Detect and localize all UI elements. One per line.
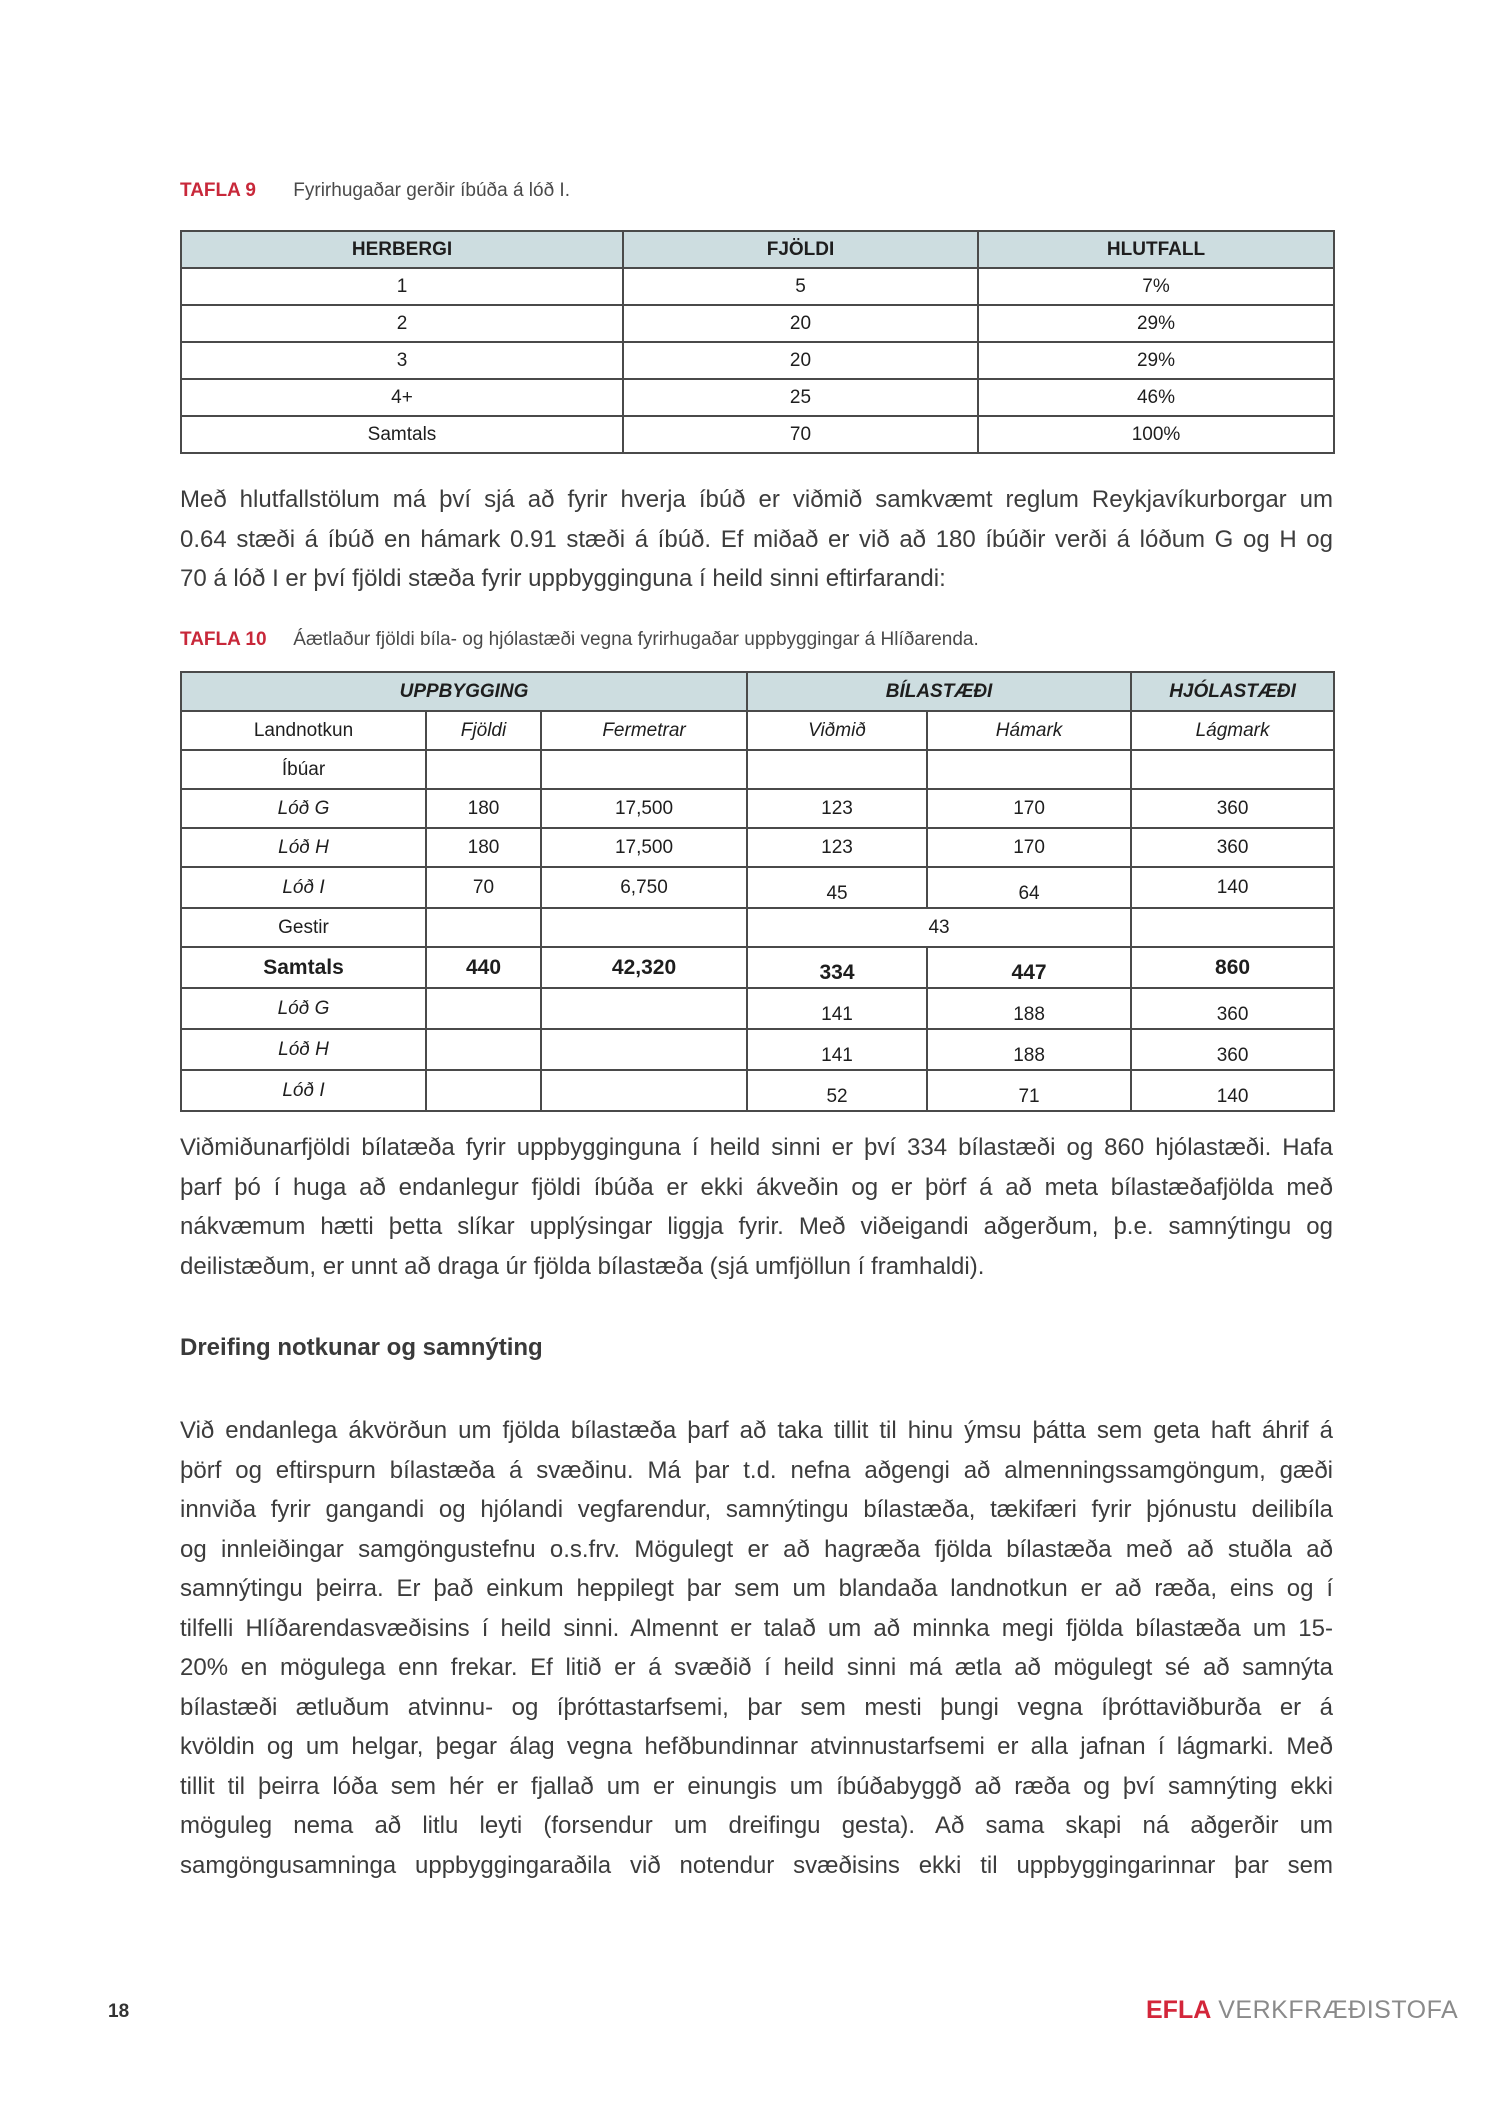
- table-row: [181, 789, 1334, 828]
- table-cell: Lóð G: [181, 988, 426, 1029]
- table-cell: 123: [747, 789, 927, 828]
- table-cell: 71: [927, 1070, 1131, 1111]
- table-cell: 141: [747, 988, 927, 1029]
- table-cell: 17,500: [541, 789, 747, 828]
- table-cell: [426, 750, 541, 789]
- table-cell: 25: [623, 379, 978, 416]
- table-cell: [747, 750, 927, 789]
- table-row: [181, 988, 1334, 1029]
- text-line: þörf og eftirspurn bílastæða á svæðinu. Má þar t.d. nefna aðgengi að almenningssamgöngum, gæði: [180, 1456, 1333, 1484]
- table-cell: [426, 908, 541, 947]
- text-line: 20% en mögulega enn frekar. Ef litið er á svæðið í heild sinni má ætla að mögulegt sé að samnýta: [180, 1654, 1333, 1681]
- table10-header-hjolastaedi: HJÓLASTÆÐI: [1131, 672, 1334, 711]
- table-cell: 170: [927, 828, 1131, 867]
- table-total-row: [181, 947, 1334, 988]
- table-cell: 2: [181, 305, 623, 342]
- table-cell: 360: [1131, 789, 1334, 828]
- table-cell: [426, 1029, 541, 1070]
- table-cell: 140: [1131, 1070, 1334, 1111]
- paragraph-2: [180, 1128, 1333, 1286]
- table-cell: 188: [927, 1029, 1131, 1070]
- table-row: [181, 268, 1334, 305]
- table-cell: 70: [426, 867, 541, 908]
- efla-logo: [1146, 1996, 1458, 2025]
- table-cell: 360: [1131, 988, 1334, 1029]
- text-line: bílastæði ætluðum atvinnu- og íþróttastarfsemi, þar sem mesti þungi vegna íþróttaviðburða er á: [180, 1693, 1333, 1721]
- table10-subheader-hamark: Hámark: [927, 711, 1131, 750]
- table-cell: 29%: [978, 342, 1334, 379]
- table-cell: [541, 908, 747, 947]
- table-cell: 141: [747, 1029, 927, 1070]
- table-row: [181, 1029, 1334, 1070]
- table-cell: Íbúar: [181, 750, 426, 789]
- table9-caption: [180, 180, 570, 202]
- table-cell: Gestir: [181, 908, 426, 947]
- table-cell: [1131, 750, 1334, 789]
- table9-header-hlutfall: HLUTFALL: [978, 231, 1334, 268]
- table-cell: 6,750: [541, 867, 747, 908]
- table-row: [181, 379, 1334, 416]
- text-line: Við endanlega ákvörðun um fjölda bílastæða þarf að taka tillit til hinu ýmsu þátta sem geta haft áhrif á: [180, 1417, 1333, 1444]
- table-row: [181, 305, 1334, 342]
- table-cell: 46%: [978, 379, 1334, 416]
- table10-subheader-row: [181, 711, 1334, 750]
- table10-subheader-fermetrar: Fermetrar: [541, 711, 747, 750]
- table-cell: Samtals: [181, 416, 623, 453]
- table-cell: [541, 750, 747, 789]
- table-cell: [927, 750, 1131, 789]
- table-cell: Lóð I: [181, 867, 426, 908]
- table-cell: Lóð I: [181, 1070, 426, 1111]
- table-cell: 360: [1131, 1029, 1334, 1070]
- table-cell: 43: [747, 908, 1131, 947]
- text-line: þarf þó í huga að endanlegur fjöldi íbúða er ekki ákveðin og er þörf á að meta bílastæðafjölda með: [180, 1173, 1333, 1201]
- table10-subheader-vidmid: Viðmið: [747, 711, 927, 750]
- section-heading: Dreifing notkunar og samnýting: [180, 1334, 543, 1361]
- logo-subtitle: VERKFRÆÐISTOFA: [1218, 1996, 1459, 2024]
- text-line: tillit til þeirra lóða sem hér er fjallað um er einungis um íbúðabyggð að ræða og því samnýting ekki: [180, 1772, 1333, 1800]
- table-cell: 360: [1131, 828, 1334, 867]
- table9: [180, 230, 1335, 454]
- text-line: deilistæðum, er unnt að draga úr fjölda bílastæða (sjá umfjöllun í framhaldi).: [180, 1252, 985, 1280]
- table-cell: 17,500: [541, 828, 747, 867]
- paragraph-1: [180, 480, 1333, 599]
- table-cell: 3: [181, 342, 623, 379]
- table-cell: 447: [927, 947, 1131, 988]
- table-cell: Lóð H: [181, 1029, 426, 1070]
- table-cell: [426, 1070, 541, 1111]
- table-cell: 123: [747, 828, 927, 867]
- table-cell: 64: [927, 867, 1131, 908]
- table9-caption-text: Fyrirhugaðar gerðir íbúða á lóð I.: [293, 180, 570, 201]
- table-cell: 20: [623, 342, 978, 379]
- text-line: samnýtingu þeirra. Er það einkum heppilegt þar sem um blandaða landnotkun er að ræða, eins og í: [180, 1575, 1333, 1602]
- table-cell: 5: [623, 268, 978, 305]
- table9-header-row: [181, 231, 1334, 268]
- text-line: samgöngusamninga uppbyggingaraðila við notendur svæðisins ekki til uppbyggingarinnar þar sem: [180, 1851, 1333, 1879]
- table10-label: TAFLA 10: [180, 629, 267, 650]
- table-cell: 334: [747, 947, 927, 988]
- logo-brand: EFLA: [1146, 1996, 1212, 2024]
- text-line: 70 á lóð I er því fjöldi stæða fyrir uppbygginguna í heild sinni eftirfarandi:: [180, 565, 946, 592]
- table-row: [181, 908, 1334, 947]
- paragraph-3: [180, 1411, 1333, 1885]
- table10: [180, 671, 1335, 1112]
- table10-header-uppbygging: UPPBYGGING: [181, 672, 747, 711]
- table10-subheader-fjoldi: Fjöldi: [426, 711, 541, 750]
- table-cell: 7%: [978, 268, 1334, 305]
- table-cell: 20: [623, 305, 978, 342]
- table10-group-header-row: [181, 672, 1334, 711]
- table-row: [181, 828, 1334, 867]
- text-line: kvöldin og um helgar, þegar álag vegna hefðbundinnar atvinnustarfsemi er alla jafnan í lágmarki. Með: [180, 1733, 1333, 1760]
- table10-header-bilastaedi: BÍLASTÆÐI: [747, 672, 1131, 711]
- table-cell: 45: [747, 867, 927, 908]
- table-cell: 29%: [978, 305, 1334, 342]
- table-row: [181, 342, 1334, 379]
- table-row: [181, 750, 1334, 789]
- table-cell: 140: [1131, 867, 1334, 908]
- table10-caption-text: Áætlaður fjöldi bíla- og hjólastæði vegna fyrirhugaðar uppbyggingar á Hlíðarenda.: [293, 629, 979, 650]
- table9-label: TAFLA 9: [180, 180, 256, 201]
- table10-subheader-landnotkun: Landnotkun: [181, 711, 426, 750]
- text-line: og innleiðingar samgöngustefnu o.s.frv. Mögulegt er að hagræða fjölda bílastæða með að stuðla að: [180, 1535, 1333, 1563]
- text-line: innviða fyrir gangandi og hjólandi vegfarendur, samnýtingu bílastæða, tækifæri fyrir þjónustu deilibíla: [180, 1496, 1333, 1523]
- text-line: 0.64 stæði á íbúð en hámark 0.91 stæði á íbúð. Ef miðað er við að 180 íbúðir verði á lóðum G og H og: [180, 525, 1333, 553]
- table-cell: 100%: [978, 416, 1334, 453]
- text-line: Með hlutfallstölum má því sjá að fyrir hverja íbúð er viðmið samkvæmt reglum Reykjavíkurborgar um: [180, 486, 1333, 513]
- table-cell: [541, 1029, 747, 1070]
- table-row: [181, 1070, 1334, 1111]
- table-cell: 4+: [181, 379, 623, 416]
- table-cell: [541, 988, 747, 1029]
- table-cell: 42,320: [541, 947, 747, 988]
- table-row: [181, 867, 1334, 908]
- table-cell: 70: [623, 416, 978, 453]
- table-total-row: [181, 416, 1334, 453]
- text-line: Viðmiðunarfjöldi bílatæða fyrir uppbygginguna í heild sinni er því 334 bílastæði og 860 hjólastæði. Hafa: [180, 1134, 1333, 1161]
- table-cell: 180: [426, 828, 541, 867]
- table-cell: 180: [426, 789, 541, 828]
- table-cell: [541, 1070, 747, 1111]
- table-cell: 1: [181, 268, 623, 305]
- table-cell: Lóð H: [181, 828, 426, 867]
- table-cell: 860: [1131, 947, 1334, 988]
- text-line: nákvæmum hætti þetta slíkar upplýsingar liggja fyrir. Með viðeigandi aðgerðum, þ.e. samnýtingu og: [180, 1213, 1333, 1240]
- table-cell: 440: [426, 947, 541, 988]
- table-cell: Samtals: [181, 947, 426, 988]
- table10-subheader-lagmark: Lágmark: [1131, 711, 1334, 750]
- table-cell: 52: [747, 1070, 927, 1111]
- page-number: 18: [108, 2001, 130, 2022]
- table-cell: [426, 988, 541, 1029]
- table-cell: 188: [927, 988, 1131, 1029]
- table-cell: 170: [927, 789, 1131, 828]
- table-cell: Lóð G: [181, 789, 426, 828]
- table-cell: [1131, 908, 1334, 947]
- table9-header-fjoldi: FJÖLDI: [623, 231, 978, 268]
- table10-caption: [180, 629, 979, 651]
- text-line: möguleg nema að litlu leyti (forsendur um dreifingu gesta). Að sama skapi ná aðgerðir um: [180, 1812, 1333, 1839]
- text-line: tilfelli Hlíðarendasvæðisins í heild sinni. Almennt er talað um að minnka megi fjölda bílastæða um 15-: [180, 1614, 1333, 1642]
- table9-header-herbergi: HERBERGI: [181, 231, 623, 268]
